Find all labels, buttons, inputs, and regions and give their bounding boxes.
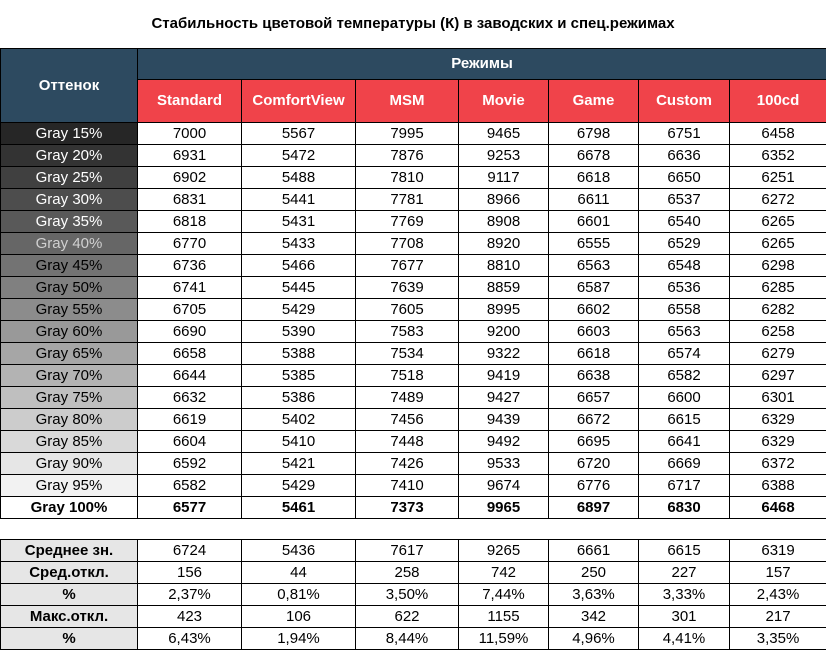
table-body	[1, 123, 826, 650]
stat-value: 227	[639, 562, 730, 584]
table-row	[1, 277, 826, 299]
temperature-cell: 6695	[549, 431, 639, 453]
temperature-cell: 6298	[730, 255, 826, 277]
temperature-cell: 6741	[138, 277, 242, 299]
temperature-cell: 9674	[459, 475, 549, 497]
temperature-cell: 6563	[639, 321, 730, 343]
temperature-cell: 6736	[138, 255, 242, 277]
stat-value: 2,43%	[730, 584, 826, 606]
gray-level-label: Gray 25%	[1, 167, 138, 189]
temperature-cell: 5431	[242, 211, 356, 233]
stat-value: 6,43%	[138, 628, 242, 650]
table-row	[1, 123, 826, 145]
temperature-cell: 6678	[549, 145, 639, 167]
temperature-cell: 6582	[138, 475, 242, 497]
temperature-cell: 6604	[138, 431, 242, 453]
temperature-cell: 6830	[639, 497, 730, 519]
gray-level-label: Gray 90%	[1, 453, 138, 475]
stat-value: 44	[242, 562, 356, 584]
stat-value: 9265	[459, 540, 549, 562]
stat-value: 5436	[242, 540, 356, 562]
temperature-cell: 7677	[356, 255, 459, 277]
gray-level-label: Gray 15%	[1, 123, 138, 145]
table-row	[1, 409, 826, 431]
table-row	[1, 299, 826, 321]
table-row	[1, 343, 826, 365]
stats-row	[1, 562, 826, 584]
temperature-cell: 5421	[242, 453, 356, 475]
temperature-cell: 6558	[639, 299, 730, 321]
temperature-cell: 6258	[730, 321, 826, 343]
temperature-cell: 6611	[549, 189, 639, 211]
table-row	[1, 233, 826, 255]
temperature-cell: 6603	[549, 321, 639, 343]
mode-column-header: Movie	[459, 80, 549, 123]
stat-value: 6661	[549, 540, 639, 562]
temperature-cell: 6650	[639, 167, 730, 189]
stat-value: 4,41%	[639, 628, 730, 650]
temperature-cell: 8810	[459, 255, 549, 277]
temperature-cell: 5445	[242, 277, 356, 299]
temperature-cell: 6458	[730, 123, 826, 145]
mode-column-header: MSM	[356, 80, 459, 123]
temperature-cell: 7769	[356, 211, 459, 233]
temperature-cell: 6657	[549, 387, 639, 409]
temperature-cell: 7781	[356, 189, 459, 211]
temperature-cell: 9419	[459, 365, 549, 387]
stat-value: 3,33%	[639, 584, 730, 606]
stat-value: 3,50%	[356, 584, 459, 606]
temperature-cell: 6540	[639, 211, 730, 233]
temperature-cell: 5386	[242, 387, 356, 409]
temperature-cell: 6751	[639, 123, 730, 145]
stat-value: 4,96%	[549, 628, 639, 650]
stat-value: 106	[242, 606, 356, 628]
temperature-cell: 5429	[242, 475, 356, 497]
gray-level-label: Gray 60%	[1, 321, 138, 343]
temperature-cell: 9533	[459, 453, 549, 475]
temperature-cell: 6329	[730, 409, 826, 431]
mode-column-header: ComfortView	[242, 80, 356, 123]
temperature-cell: 6468	[730, 497, 826, 519]
temperature-cell: 6537	[639, 189, 730, 211]
temperature-cell: 8995	[459, 299, 549, 321]
shade-header: Оттенок	[1, 49, 138, 123]
temperature-cell: 8966	[459, 189, 549, 211]
temperature-cell: 5402	[242, 409, 356, 431]
temperature-cell: 7489	[356, 387, 459, 409]
stat-value: 1155	[459, 606, 549, 628]
stat-value: 8,44%	[356, 628, 459, 650]
header-row-top	[1, 49, 826, 80]
temperature-cell: 6577	[138, 497, 242, 519]
temperature-cell: 6615	[639, 409, 730, 431]
temperature-cell: 9253	[459, 145, 549, 167]
temperature-cell: 6705	[138, 299, 242, 321]
gray-level-label: Gray 30%	[1, 189, 138, 211]
gray-level-label: Gray 80%	[1, 409, 138, 431]
gray-level-label: Gray 45%	[1, 255, 138, 277]
temperature-cell: 6602	[549, 299, 639, 321]
temperature-cell: 8908	[459, 211, 549, 233]
temperature-cell: 6536	[639, 277, 730, 299]
temperature-cell: 8920	[459, 233, 549, 255]
temperature-cell: 6251	[730, 167, 826, 189]
temperature-cell: 6636	[639, 145, 730, 167]
temperature-cell: 6644	[138, 365, 242, 387]
temperature-cell: 9117	[459, 167, 549, 189]
temperature-cell: 7876	[356, 145, 459, 167]
stat-value: 622	[356, 606, 459, 628]
stats-row	[1, 540, 826, 562]
temperature-cell: 6897	[549, 497, 639, 519]
stat-label: Сред.откл.	[1, 562, 138, 584]
stat-value: 157	[730, 562, 826, 584]
temperature-cell: 5567	[242, 123, 356, 145]
temperature-cell: 5385	[242, 365, 356, 387]
temperature-cell: 6798	[549, 123, 639, 145]
temperature-cell: 6563	[549, 255, 639, 277]
temperature-cell: 6618	[549, 167, 639, 189]
stat-value: 11,59%	[459, 628, 549, 650]
stats-row	[1, 606, 826, 628]
table-row	[1, 321, 826, 343]
temperature-cell: 5433	[242, 233, 356, 255]
mode-column-header: Custom	[639, 80, 730, 123]
temperature-cell: 6372	[730, 453, 826, 475]
stat-label: Среднее зн.	[1, 540, 138, 562]
stats-row	[1, 628, 826, 650]
table-row	[1, 189, 826, 211]
temperature-cell: 7456	[356, 409, 459, 431]
stat-value: 7617	[356, 540, 459, 562]
temperature-cell: 7426	[356, 453, 459, 475]
temperature-cell: 5429	[242, 299, 356, 321]
temperature-cell: 6301	[730, 387, 826, 409]
temperature-cell: 7639	[356, 277, 459, 299]
table-title: Стабильность цветовой температуры (К) в заводских и спец.режимах	[151, 15, 675, 32]
temperature-cell: 6831	[138, 189, 242, 211]
gray-level-label: Gray 70%	[1, 365, 138, 387]
stat-value: 6724	[138, 540, 242, 562]
table-row	[1, 497, 826, 519]
temperature-cell: 6285	[730, 277, 826, 299]
stats-row	[1, 584, 826, 606]
table-row	[1, 475, 826, 497]
temperature-cell: 6931	[138, 145, 242, 167]
stat-value: 156	[138, 562, 242, 584]
stat-value: 6615	[639, 540, 730, 562]
temperature-cell: 6265	[730, 233, 826, 255]
temperature-cell: 6272	[730, 189, 826, 211]
temperature-cell: 7000	[138, 123, 242, 145]
temperature-cell: 9465	[459, 123, 549, 145]
temperature-cell: 6770	[138, 233, 242, 255]
temperature-cell: 6574	[639, 343, 730, 365]
gray-level-label: Gray 85%	[1, 431, 138, 453]
temperature-cell: 6352	[730, 145, 826, 167]
stat-label: %	[1, 584, 138, 606]
temperature-cell: 7708	[356, 233, 459, 255]
temperature-cell: 9492	[459, 431, 549, 453]
temperature-cell: 6690	[138, 321, 242, 343]
table-row	[1, 145, 826, 167]
table-row	[1, 431, 826, 453]
color-temperature-table	[0, 48, 826, 650]
stat-value: 423	[138, 606, 242, 628]
table-row	[1, 387, 826, 409]
temperature-cell: 6638	[549, 365, 639, 387]
temperature-cell: 6265	[730, 211, 826, 233]
temperature-cell: 5388	[242, 343, 356, 365]
temperature-cell: 7373	[356, 497, 459, 519]
temperature-cell: 9322	[459, 343, 549, 365]
stat-value: 3,63%	[549, 584, 639, 606]
table-row	[1, 365, 826, 387]
gray-level-label: Gray 40%	[1, 233, 138, 255]
temperature-cell: 6776	[549, 475, 639, 497]
stat-value: 2,37%	[138, 584, 242, 606]
temperature-cell: 7810	[356, 167, 459, 189]
temperature-cell: 9965	[459, 497, 549, 519]
gray-level-label: Gray 95%	[1, 475, 138, 497]
table-row	[1, 453, 826, 475]
temperature-cell: 9200	[459, 321, 549, 343]
stat-value: 742	[459, 562, 549, 584]
temperature-cell: 8859	[459, 277, 549, 299]
temperature-cell: 6329	[730, 431, 826, 453]
gray-level-label: Gray 20%	[1, 145, 138, 167]
temperature-cell: 7448	[356, 431, 459, 453]
stat-value: 342	[549, 606, 639, 628]
temperature-cell: 6658	[138, 343, 242, 365]
temperature-cell: 7410	[356, 475, 459, 497]
temperature-cell: 6641	[639, 431, 730, 453]
temperature-cell: 6582	[639, 365, 730, 387]
temperature-cell: 5472	[242, 145, 356, 167]
temperature-cell: 6720	[549, 453, 639, 475]
gray-level-label: Gray 65%	[1, 343, 138, 365]
temperature-cell: 6587	[549, 277, 639, 299]
temperature-cell: 6601	[549, 211, 639, 233]
temperature-cell: 7605	[356, 299, 459, 321]
temperature-cell: 5390	[242, 321, 356, 343]
temperature-cell: 6672	[549, 409, 639, 431]
temperature-cell: 6818	[138, 211, 242, 233]
stat-value: 217	[730, 606, 826, 628]
stat-value: 250	[549, 562, 639, 584]
mode-column-header: Standard	[138, 80, 242, 123]
gray-level-label: Gray 75%	[1, 387, 138, 409]
temperature-cell: 6619	[138, 409, 242, 431]
temperature-cell: 5488	[242, 167, 356, 189]
temperature-cell: 6669	[639, 453, 730, 475]
stat-label: Макс.откл.	[1, 606, 138, 628]
temperature-cell: 6632	[138, 387, 242, 409]
stat-label: %	[1, 628, 138, 650]
temperature-cell: 6548	[639, 255, 730, 277]
gray-level-label: Gray 55%	[1, 299, 138, 321]
table-row	[1, 255, 826, 277]
temperature-cell: 6555	[549, 233, 639, 255]
temperature-cell: 6282	[730, 299, 826, 321]
temperature-cell: 6618	[549, 343, 639, 365]
temperature-cell: 5410	[242, 431, 356, 453]
stat-value: 258	[356, 562, 459, 584]
spacer-row	[1, 519, 826, 540]
table-row	[1, 167, 826, 189]
temperature-cell: 5466	[242, 255, 356, 277]
stat-value: 3,35%	[730, 628, 826, 650]
gray-level-label: Gray 35%	[1, 211, 138, 233]
stat-value: 301	[639, 606, 730, 628]
temperature-cell: 6388	[730, 475, 826, 497]
temperature-cell: 6297	[730, 365, 826, 387]
table-row	[1, 211, 826, 233]
spacer-cell	[1, 519, 826, 540]
temperature-cell: 5441	[242, 189, 356, 211]
temperature-cell: 7583	[356, 321, 459, 343]
stat-value: 7,44%	[459, 584, 549, 606]
temperature-cell: 7534	[356, 343, 459, 365]
temperature-cell: 9439	[459, 409, 549, 431]
temperature-cell: 6902	[138, 167, 242, 189]
modes-header: Режимы	[138, 49, 826, 80]
temperature-cell: 5461	[242, 497, 356, 519]
temperature-cell: 6717	[639, 475, 730, 497]
temperature-cell: 7995	[356, 123, 459, 145]
temperature-cell: 6600	[639, 387, 730, 409]
stat-value: 0,81%	[242, 584, 356, 606]
temperature-cell: 7518	[356, 365, 459, 387]
temperature-cell: 6529	[639, 233, 730, 255]
temperature-cell: 6592	[138, 453, 242, 475]
stat-value: 1,94%	[242, 628, 356, 650]
mode-column-header: 100cd	[730, 80, 826, 123]
mode-column-header: Game	[549, 80, 639, 123]
temperature-cell: 9427	[459, 387, 549, 409]
temperature-cell: 6279	[730, 343, 826, 365]
gray-level-label: Gray 100%	[1, 497, 138, 519]
gray-level-label: Gray 50%	[1, 277, 138, 299]
stat-value: 6319	[730, 540, 826, 562]
